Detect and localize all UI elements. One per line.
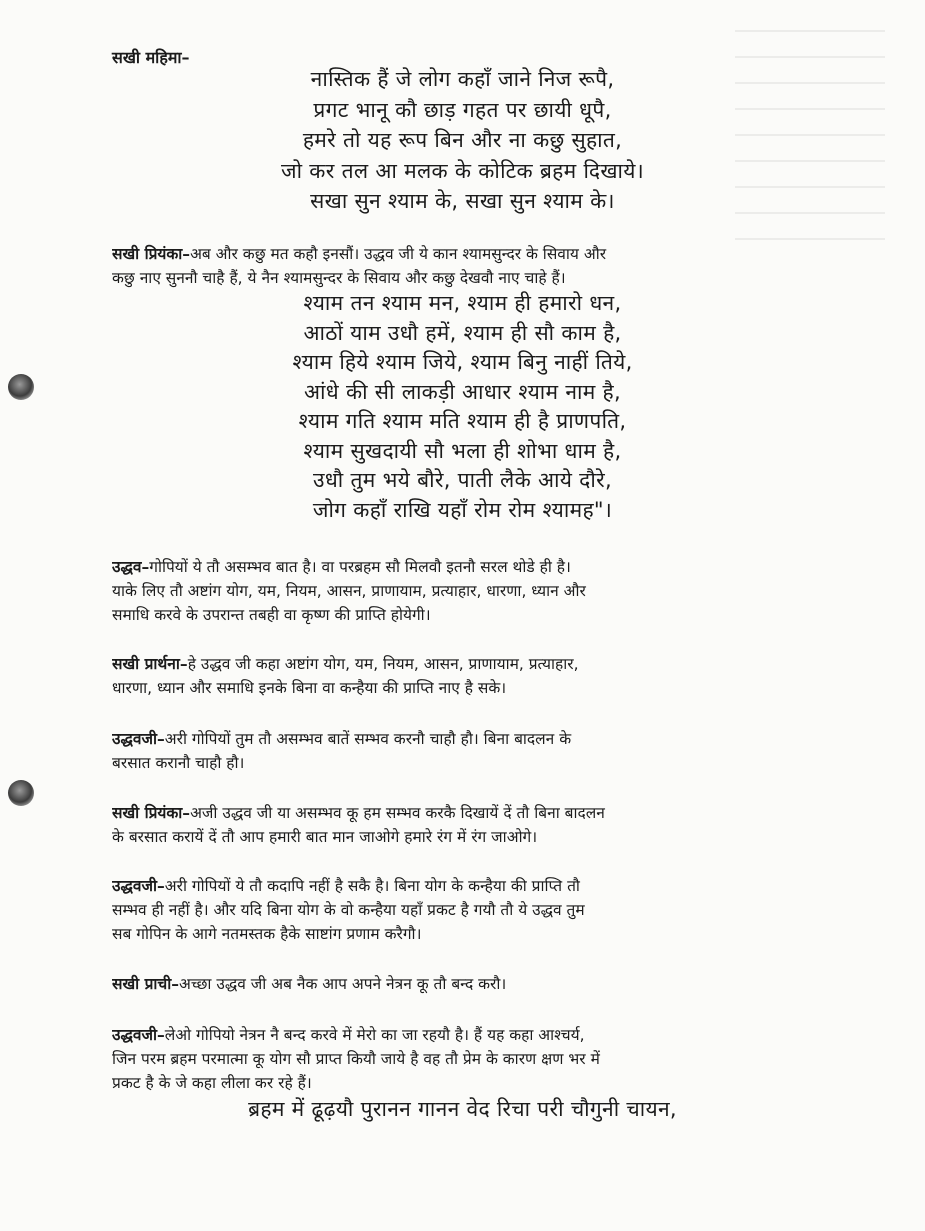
speaker-label: सखी प्रियंका– xyxy=(112,804,191,822)
dialogue-text: याके लिए तौ अष्टांग योग, यम, नियम, आसन, प्राणायाम, प्रत्याहार, धारणा, ध्यान और xyxy=(112,582,586,600)
dialogue-text: हे उद्धव जी कहा अष्टांग योग, यम, नियम, आसन, प्राणायाम, प्रत्याहार, xyxy=(187,655,579,673)
section-heading: सखी महिमा– xyxy=(112,48,190,67)
dialogue-text: सम्भव ही नहीं है। और यदि बिना योग के वो कन्हैया यहाँ प्रकट है गयौ तौ ये उद्धव तुम xyxy=(112,901,585,919)
dialogue-text: अब और कछु मत कहौ इनसौं। उद्धव जी ये कान श्यामसुन्दर के सिवाय और xyxy=(190,245,607,263)
dialogue-uddhav-4 xyxy=(112,1023,862,1095)
dialogue-text: बरसात करानौ चाहौ हौ। xyxy=(112,754,245,772)
dialogue-text: अरी गोपियों ये तौ कदापि नहीं है सकै है। बिना योग के कन्हैया की प्राप्ति तौ xyxy=(164,877,580,895)
speaker-label: सखी प्राची– xyxy=(112,975,180,993)
verse-line: हमरे तो यह रूप बिन और ना कछु सुहात, xyxy=(302,128,623,152)
verse-line: श्याम तन श्याम मन, श्याम ही हमारो धन, xyxy=(303,291,622,315)
verse-line: नास्तिक हैं जे लोग कहाँ जाने निज रूपै, xyxy=(310,67,615,91)
punch-hole-bottom xyxy=(8,780,34,806)
dialogue-uddhav-3 xyxy=(112,874,862,946)
verse-line: ब्रहम में ढूढ़यौ पुरानन गानन वेद रिचा परी चौगुनी चायन, xyxy=(248,1097,677,1121)
dialogue-text: प्रकट है के जे कहा लीला कर रहे हैं। xyxy=(112,1074,312,1092)
dialogue-priyanka-2 xyxy=(112,801,862,849)
dialogue-text: अच्छा उद्धव जी अब नैक आप अपने नेत्रन कू तौ बन्द करौ। xyxy=(179,975,507,993)
speaker-label: सखी प्रियंका– xyxy=(112,245,191,263)
dialogue-text: लेओ गोपियो नेत्रन नै बन्द करवे में मेरो का जा रहयौ है। हैं यह कहा आश्चर्य, xyxy=(164,1026,585,1044)
dialogue-priyanka-1 xyxy=(112,242,862,290)
verse-line: श्याम गति श्याम मति श्याम ही है प्राणपति, xyxy=(298,409,627,433)
dialogue-text: जिन परम ब्रहम परमात्मा कू योग सौ प्राप्त कियौ जाये है वह तौ प्रेम के कारण क्षण भर में xyxy=(112,1050,600,1068)
dialogue-uddhav-1 xyxy=(112,555,862,627)
speaker-label: सखी प्रार्थना– xyxy=(112,655,188,673)
speaker-label: उद्धवजी– xyxy=(112,877,165,895)
verse-line: प्रगट भानू कौ छाड़ गहत पर छायी धूपै, xyxy=(313,97,612,122)
verse-line: जोग कहाँ राखि यहाँ रोम रोम श्यामह"। xyxy=(312,497,613,522)
verse-block-2 xyxy=(0,289,925,525)
verse-line: जो कर तल आ मलक के कोटिक ब्रहम दिखाये। xyxy=(280,158,645,183)
dialogue-text: कछु नाए सुननौ चाहै हैं, ये नैन श्यामसुन्दर के सिवाय और कछु देखवौ नाए चाहे हैं। xyxy=(112,269,566,287)
verse-line: आंधे की सी लाकड़ी आधार श्याम नाम है, xyxy=(304,379,621,404)
speaker-label: उद्धवजी– xyxy=(112,730,165,748)
verse-block-1 xyxy=(0,64,925,217)
dialogue-text: गोपियों ये तौ असम्भव बात है। वा परब्रहम सौ मिलवौ इतनौ सरल थोडे ही है। xyxy=(149,558,571,576)
verse-block-3 xyxy=(0,1094,925,1124)
verse-line: श्याम हिये श्याम जिये, श्याम बिनु नाहीं तिये, xyxy=(292,350,633,374)
verse-line: आठों याम उधौ हमें, श्याम ही सौ काम है, xyxy=(303,320,622,345)
dialogue-text: के बरसात करायें दें तौ आप हमारी बात मान जाओगे हमारे रंग में रंग जाओगे। xyxy=(112,828,538,846)
dialogue-uddhav-2 xyxy=(112,727,862,775)
dialogue-text: धारणा, ध्यान और समाधि इनके बिना वा कन्हैया की प्राप्ति नाए है सके। xyxy=(112,679,507,697)
dialogue-prarthana xyxy=(112,652,862,700)
dialogue-text: समाधि करवे के उपरान्त तबही वा कृष्ण की प्राप्ति होयेगी। xyxy=(112,606,431,624)
speaker-label: उद्धव– xyxy=(112,558,150,576)
dialogue-text: अजी उद्धव जी या असम्भव कू हम सम्भव करकै दिखायें दें तौ बिना बादलन xyxy=(190,804,605,822)
dialogue-text: अरी गोपियों तुम तौ असम्भव बातें सम्भव करनौ चाहौ हौ। बिना बादलन के xyxy=(164,730,572,748)
dialogue-prachi xyxy=(112,972,862,996)
verse-line: उधौ तुम भये बौरे, पाती लैके आये दौरे, xyxy=(313,468,612,492)
verse-line: सखा सुन श्याम के, सखा सुन श्याम के। xyxy=(310,189,615,213)
dialogue-text: सब गोपिन के आगे नतमस्तक हैके साष्टांग प्रणाम करैगौ। xyxy=(112,925,422,943)
verse-line: श्याम सुखदायी सौ भला ही शोभा धाम है, xyxy=(303,438,622,463)
speaker-label: उद्धवजी– xyxy=(112,1026,165,1044)
